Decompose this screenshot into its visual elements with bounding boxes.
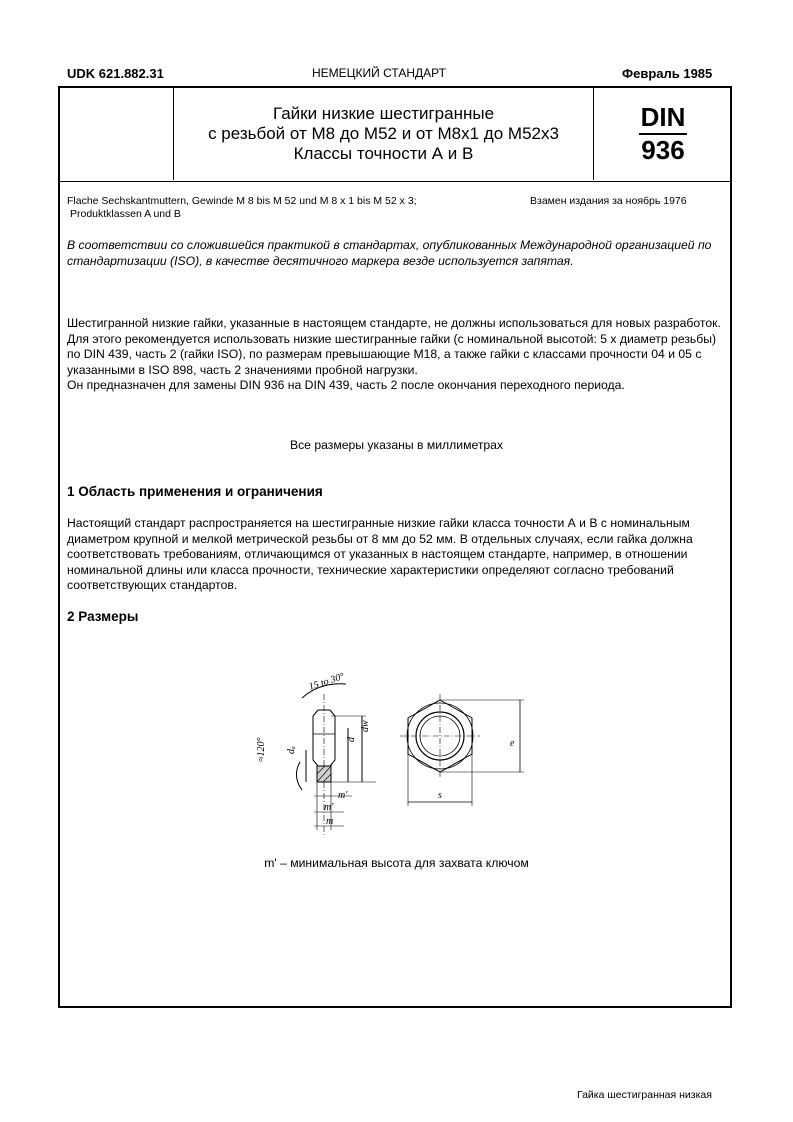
german-title-line-2: Produktklassen A und B bbox=[70, 208, 181, 220]
udk-code: UDK 621.882.31 bbox=[67, 66, 164, 81]
s-label: s bbox=[438, 790, 442, 801]
title-line-3: Классы точности А и В bbox=[293, 144, 474, 163]
d-label: d bbox=[346, 737, 357, 742]
nut-side-view bbox=[296, 684, 376, 836]
decimal-marker-note: В соответствии со сложившейся практикой в стандартах, опубликованных Международной организацией по стандартизации (ISO), в качестве десятичного маркера везде используется запятая. bbox=[67, 238, 712, 268]
section-1-text: Настоящий стандарт распространяется на шестигранные низкие гайки класса точности А и В с номинальным диаметром крупной и мелкой метрической резьбы от 8 мм до 52 мм. В отдельных случаях, если гайка должна соответствовать требованиям, отличающимся от указанных в настоящем стандарте, например, в отношении номинальной длины или класса прочности, технические характеристики определяют согласно требований соответствующих стандартов. bbox=[67, 516, 693, 592]
replaces-edition: Взамен издания за ноябрь 1976 bbox=[530, 195, 687, 207]
da-label: dₐ bbox=[286, 746, 297, 754]
title-block bbox=[60, 88, 730, 182]
standard-type: НЕМЕЦКИЙ СТАНДАРТ bbox=[312, 66, 446, 80]
document-title bbox=[174, 88, 594, 180]
chamfer-angle-label: ≈120° bbox=[256, 737, 267, 762]
din-number: 936 bbox=[641, 135, 685, 165]
section-2-heading: 2 Размеры bbox=[67, 609, 139, 624]
title-line-2: с резьбой от М8 до М52 и от М8х1 до М52х3 bbox=[208, 124, 559, 143]
german-title-line-1: Flache Sechskantmuttern, Gewinde M 8 bis M 52 und M 8 x 1 bis M 52 x 3; bbox=[67, 195, 417, 207]
intro-paragraph-1: Шестигранной низкие гайки, указанные в настоящем стандарте, не должны использоваться для новых разработок. Для этого рекомендуется использовать низкие шестигранные гайки (с номинальной высотой: 5 х диаметр резьбы) по DIN 439, часть 2 (гайки ISO), по размерам превышающие М18, а также гайки с классами прочности 04 и 05 с указанными в ISO 898, часть 2 значениями пробной нагрузки. bbox=[67, 316, 721, 377]
drawing-caption: m' – минимальная высота для захвата ключом bbox=[264, 856, 529, 870]
m-prime-label-2: m' bbox=[324, 802, 334, 813]
angle-label: 15 to 30° bbox=[307, 671, 346, 693]
page-footer: Гайка шестигранная низкая bbox=[577, 1089, 712, 1101]
dw-label: dw bbox=[360, 720, 371, 732]
nut-technical-drawing bbox=[240, 650, 540, 850]
section-1-heading: 1 Область применения и ограничения bbox=[67, 484, 323, 499]
issue-date: Февраль 1985 bbox=[622, 66, 713, 81]
title-line-1: Гайки низкие шестигранные bbox=[272, 104, 495, 123]
german-title bbox=[67, 195, 487, 221]
m-prime-label: m' bbox=[338, 790, 348, 801]
e-label: e bbox=[510, 738, 515, 749]
intro-paragraph-2: Он предназначен для замены DIN 936 на DIN 439, часть 2 после окончания переходного периода. bbox=[67, 378, 625, 392]
din-badge bbox=[594, 88, 732, 180]
nut-top-view bbox=[400, 694, 524, 806]
title-block-left-cell bbox=[60, 88, 174, 180]
dimensions-note: Все размеры указаны в миллиметрах bbox=[289, 438, 504, 452]
intro-text bbox=[67, 316, 732, 394]
din-label: DIN bbox=[639, 103, 688, 135]
m-label: m bbox=[326, 816, 334, 827]
